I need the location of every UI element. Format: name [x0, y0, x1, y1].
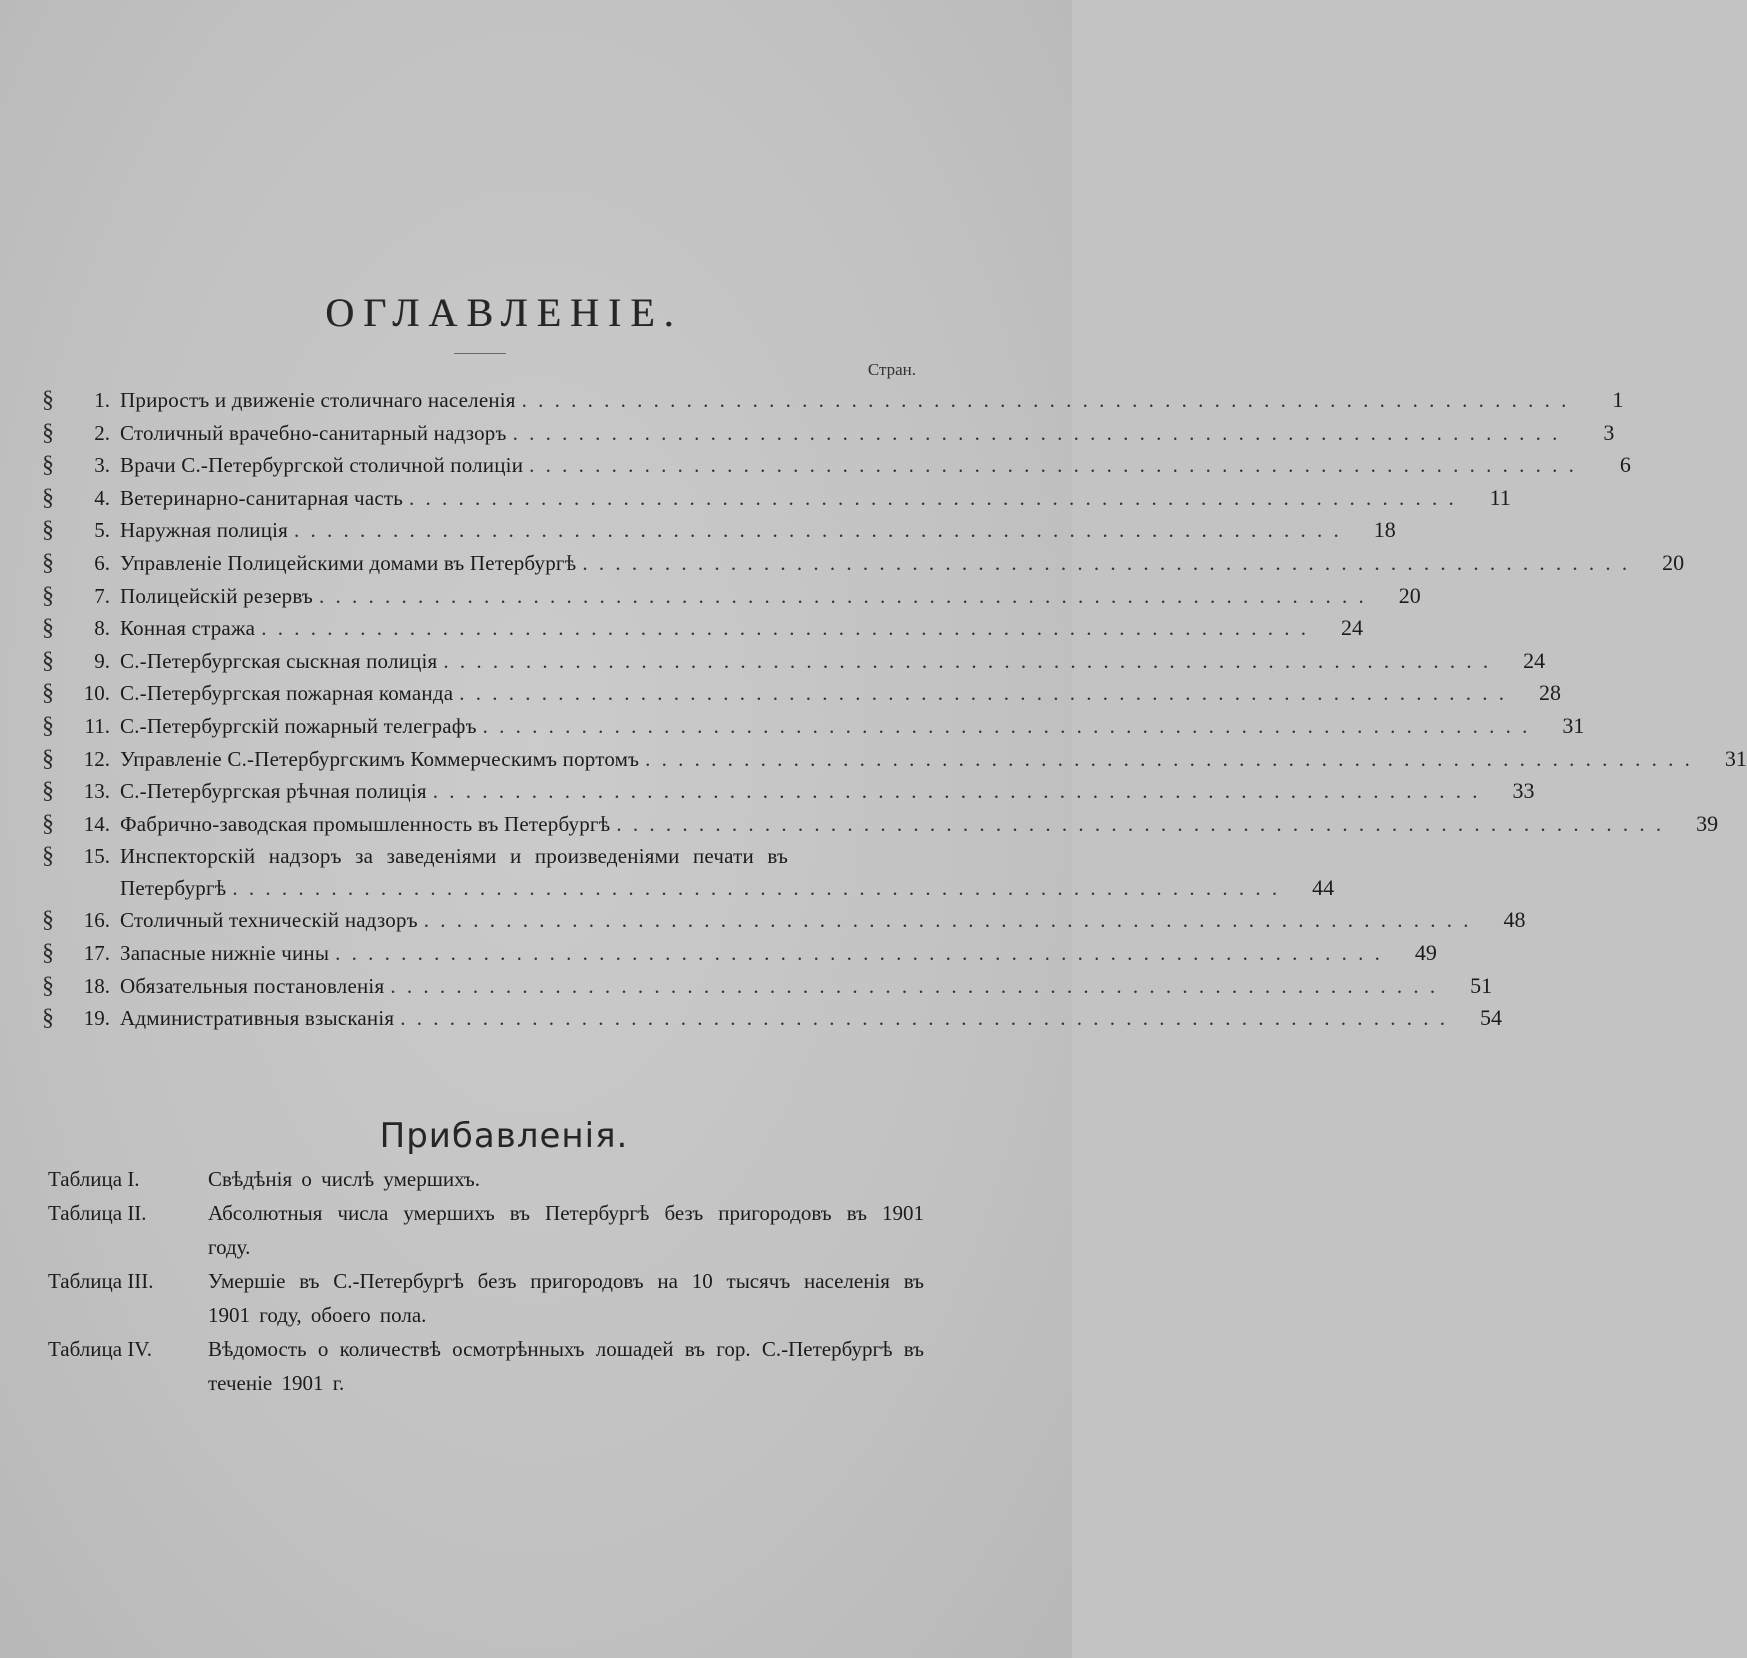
section-title: Административныя взысканія [120, 1006, 395, 1031]
section-page: 18 [1373, 517, 1396, 543]
dot-leader [390, 970, 1438, 1002]
section-sign: § [42, 712, 54, 739]
toc-row [42, 1002, 1503, 1035]
section-page: 11 [1489, 484, 1511, 510]
section-number: 15. [83, 844, 110, 869]
dot-leader [335, 937, 1383, 969]
section-page: 48 [1503, 907, 1526, 933]
section-title: Управленіе Полицейскими домами въ Петербургѣ [120, 550, 577, 575]
section-sign: § [42, 907, 54, 934]
toc-row [42, 449, 1631, 482]
section-title: Наружная полиція [120, 518, 289, 543]
toc-row [42, 775, 1535, 808]
section-number: 19. [83, 1006, 110, 1031]
toc-row [42, 904, 1526, 937]
section-page: 49 [1414, 939, 1437, 965]
section-number: 17. [83, 940, 110, 965]
section-sign: § [42, 680, 54, 707]
dot-leader [294, 514, 1342, 546]
section-page: 3 [1603, 419, 1615, 445]
section-title-line-2: Петербургѣ [120, 876, 227, 901]
section-number: 16. [83, 908, 110, 933]
toc-row [42, 580, 1421, 613]
section-page: 51 [1470, 972, 1493, 998]
section-sign: § [42, 582, 54, 609]
section-page: 33 [1512, 778, 1535, 804]
section-title: С.-Петербургская сыскная полиція [120, 648, 438, 673]
section-title: С.-Петербургская рѣчная полиція [120, 779, 427, 804]
section-number: 3. [94, 453, 110, 478]
addenda-text: Вѣдомость о количествѣ осмотрѣнныхъ лошадей въ гор. С.-Петербургѣ въ теченіе 1901 г. [208, 1337, 924, 1395]
dot-leader [319, 580, 1367, 612]
toc-row [42, 677, 1561, 710]
section-number: 13. [83, 779, 110, 804]
title-divider [454, 353, 506, 354]
section-page: 24 [1523, 647, 1546, 673]
section-sign: § [42, 615, 54, 642]
dot-leader [522, 384, 1570, 416]
toc-row [42, 645, 1546, 678]
section-sign: § [42, 647, 54, 674]
section-page: 39 [1696, 810, 1719, 836]
section-number: 7. [94, 583, 110, 608]
page-title: ОГЛАВЛЕНІЕ. [325, 289, 683, 335]
toc-row [42, 743, 1747, 776]
section-number: 11. [84, 713, 110, 738]
section-number: 6. [94, 550, 110, 575]
dot-leader [529, 449, 1577, 481]
section-sign: § [42, 1005, 54, 1032]
page-column-label: Стран. [867, 360, 916, 379]
section-sign: § [42, 778, 54, 805]
toc-row [42, 384, 1624, 417]
section-sign: § [42, 843, 54, 870]
table-of-contents [42, 384, 1747, 1035]
section-sign: § [42, 745, 54, 772]
addenda-text: Умершіе въ С.-Петербургѣ безъ пригородовъ на 10 тысячъ населенія въ 1901 году, обоего пола. [208, 1269, 924, 1327]
section-title: Столичный техническій надзоръ [120, 908, 418, 933]
dot-leader [616, 808, 1664, 840]
section-page: 31 [1724, 745, 1747, 771]
section-sign: § [42, 452, 54, 479]
section-title: Полицейскій резервъ [120, 583, 313, 608]
section-number: 4. [94, 485, 110, 510]
toc-row [42, 612, 1363, 645]
toc-row [42, 514, 1396, 547]
dot-leader [459, 677, 1507, 709]
dot-leader [424, 904, 1472, 936]
section-title: Ветеринарно-санитарная часть [120, 485, 404, 510]
section-number: 2. [94, 420, 110, 445]
section-number: 14. [83, 811, 110, 836]
addenda-label: Таблица I. [48, 1167, 140, 1191]
section-page: 1 [1612, 387, 1624, 412]
section-page: 20 [1662, 549, 1685, 575]
addenda-text: Свѣдѣнія о числѣ умершихъ. [208, 1167, 480, 1191]
dot-leader [483, 710, 1531, 742]
section-sign: § [42, 419, 54, 446]
section-page: 54 [1480, 1005, 1503, 1031]
dot-leader [261, 612, 1309, 644]
addenda-label: Таблица IV. [48, 1337, 153, 1361]
dot-leader [409, 482, 1457, 514]
section-number: 5. [94, 518, 110, 543]
toc-row [42, 710, 1585, 743]
section-number: 10. [83, 681, 110, 706]
section-number: 9. [94, 648, 110, 673]
section-sign: § [42, 549, 54, 576]
toc-row [42, 417, 1615, 450]
section-title: Управленіе С.-Петербургскимъ Коммерческимъ портомъ [120, 746, 640, 771]
section-title: Столичный врачебно-санитарный надзоръ [120, 420, 507, 445]
section-title: Конная стража [120, 616, 256, 641]
section-page: 44 [1312, 875, 1335, 901]
toc-row [42, 970, 1493, 1003]
section-title: Фабрично-заводская промышленность въ Петербургѣ [120, 811, 611, 836]
section-sign: § [42, 387, 54, 413]
section-title: Приростъ и движеніе столичнаго населенія [120, 388, 516, 412]
section-title: Врачи С.-Петербургской столичной полиціи [120, 453, 524, 478]
toc-row [42, 482, 1511, 515]
section-page: 31 [1562, 712, 1585, 738]
toc-row [42, 937, 1437, 970]
addenda-label: Таблица II. [48, 1201, 147, 1225]
section-sign: § [42, 972, 54, 999]
section-sign: § [42, 810, 54, 837]
section-title-line-1: Инспекторскій надзоръ за заведеніями и произведеніями печати въ [120, 844, 789, 869]
dot-leader [443, 645, 1491, 677]
toc-row [42, 808, 1719, 841]
dot-leader [400, 1002, 1448, 1034]
addenda-item [48, 1332, 924, 1400]
section-page: 6 [1619, 452, 1631, 478]
toc-row [42, 840, 1335, 904]
addenda-list [48, 1162, 924, 1400]
section-title: С.-Петербургскій пожарный телеграфъ [120, 713, 477, 738]
section-title: Запасные нижніе чины [120, 940, 330, 965]
section-sign: § [42, 484, 54, 511]
section-number: 12. [83, 746, 110, 771]
addenda-text: Абсолютныя числа умершихъ въ Петербургѣ безъ пригородовъ въ 1901 году. [208, 1201, 924, 1259]
addenda-title: Прибавленія. [379, 1116, 629, 1157]
addenda-item [48, 1162, 924, 1196]
section-page: 24 [1340, 615, 1363, 641]
section-sign: § [42, 939, 54, 966]
section-number: 8. [94, 616, 110, 641]
section-sign: § [42, 517, 54, 544]
addenda-item [48, 1196, 924, 1264]
addenda-label: Таблица III. [48, 1269, 154, 1293]
dot-leader [513, 417, 1561, 449]
dot-leader [433, 775, 1481, 807]
dot-leader [582, 547, 1630, 579]
section-page: 20 [1398, 582, 1421, 608]
section-page: 28 [1538, 680, 1561, 706]
section-number: 18. [83, 973, 110, 998]
section-number: 1. [94, 388, 110, 412]
dot-leader [645, 743, 1693, 775]
section-title: С.-Петербургская пожарная команда [120, 681, 454, 706]
section-title: Обязательныя постановленія [120, 973, 385, 998]
toc-row [42, 547, 1685, 580]
dot-leader [232, 872, 1280, 904]
addenda-item [48, 1264, 924, 1332]
